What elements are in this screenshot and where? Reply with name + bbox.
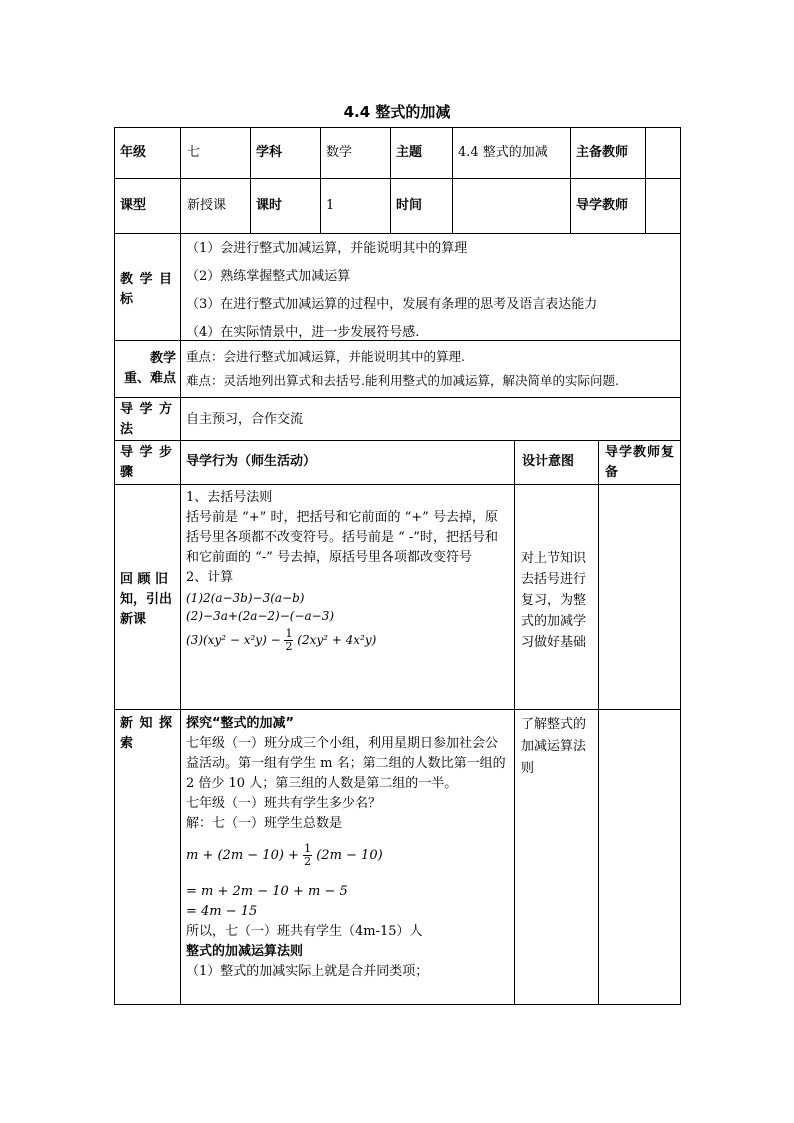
explore-content	[186, 714, 510, 982]
subject-value: 数学	[326, 145, 353, 160]
equation-3: = 4m − 15	[186, 904, 258, 919]
review-content	[186, 488, 510, 654]
fraction	[284, 628, 293, 653]
expr3-part-b: (2xy² + 4x²y)	[297, 633, 377, 647]
key-point: 重点：会进行整式加减运算，并能说明其中的算理.	[186, 349, 465, 364]
review-label: 回 顾 旧 知，引出 新课	[120, 572, 173, 627]
equation-1	[186, 836, 510, 876]
review-heading: 1、去括号法则	[186, 490, 273, 505]
fraction-denominator: 2	[304, 855, 312, 868]
grade-value: 七	[187, 145, 201, 160]
conclusion: 所以，七（一）班共有学生（4m-15）人	[186, 924, 423, 939]
difficult-point: 难点：灵活地列出算式和去括号.能利用整式的加减运算，解决简单的实际问题.	[186, 373, 619, 388]
objective-item: （3）在进行整式加减运算的过程中，发展有条理的思考及语言表达能力	[186, 297, 598, 312]
prep-header: 导学教师复备	[605, 445, 676, 480]
subject-label: 学科	[256, 145, 283, 160]
solution-intro: 解：七（一）班学生总数是	[186, 816, 343, 831]
rule-1: （1）整式的加减实际上就是合并同类项；	[186, 964, 429, 979]
rule-heading: 整式的加减运算法则	[186, 944, 304, 959]
equation-1-part-b: (2m − 10)	[316, 848, 383, 863]
explore-intent: 了解整式的加减运算法则	[521, 717, 587, 776]
time-label: 时间	[396, 198, 423, 213]
lesson-type-value: 新授课	[187, 198, 227, 213]
fraction-numerator: 1	[304, 842, 312, 855]
explore-question: 七年级（一）班共有学生多少名？	[186, 796, 382, 811]
objective-item: （4）在实际情景中，进一步发展符号感.	[186, 325, 420, 340]
topic-label: 主题	[396, 145, 423, 160]
calc-expression-2: (2)−3a+(2a−2)−(−a−3)	[186, 609, 335, 623]
objective-item: （1）会进行整式加减运算，并能说明其中的算理	[186, 241, 468, 256]
fraction-numerator: 1	[285, 627, 293, 640]
hours-value: 1	[326, 198, 335, 213]
calc-expression-1: (1)2(a−3b)−3(a−b)	[186, 591, 305, 605]
method-value: 自主预习，合作交流	[186, 412, 304, 427]
fraction	[303, 843, 312, 868]
activity-header: 导学行为（师生活动）	[186, 454, 317, 469]
explore-problem: 七年级（一）班分成三个小组，利用星期日参加社会公益活动。第一组有学生 m 名；第二组的人数比第一组的 2 倍少 10 人；第三组的人数是第二组的一半。	[186, 736, 506, 791]
equation-2: = m + 2m − 10 + m − 5	[186, 884, 348, 899]
objective-item: （2）熟练掌握整式加减运算	[186, 269, 351, 284]
grade-label: 年级	[120, 145, 147, 160]
hours-label: 课时	[256, 198, 283, 213]
method-label: 导 学 方 法	[120, 402, 174, 437]
key-points-content	[186, 345, 676, 393]
explore-heading: 探究“整式的加减”	[186, 716, 295, 731]
topic-value: 4.4 整式的加减	[458, 145, 548, 160]
intent-header: 设计意图	[522, 454, 575, 469]
calc-expression-3	[186, 626, 510, 654]
calc-heading: 2、计算	[186, 570, 234, 585]
fraction-denominator: 2	[285, 640, 293, 653]
equation-1-part-a: m + (2m − 10) +	[186, 848, 299, 863]
objectives-label: 教 学 目 标	[120, 272, 174, 307]
key-points-label: 教学 重、难点	[123, 351, 176, 386]
review-intent: 对上节知识去括号进行复习，为整式的加减学习做好基础	[521, 551, 587, 650]
page-title: 4.4 整式的加减	[343, 103, 451, 121]
objectives-list	[186, 235, 676, 347]
lesson-type-label: 课型	[120, 198, 147, 213]
expr3-part-a: (3)(xy² − x²y) −	[186, 633, 281, 647]
review-rule: 括号前是 “+” 时，把括号和它前面的 “+” 号去掉，原括号里各项都不改变符号。括号前是 “ -”时，把括号和和它前面的 “-” 号去掉，原括号里各项都改变符号	[186, 510, 498, 565]
explore-label: 新 知 探 索	[120, 716, 174, 751]
lead-teacher-label: 主备教师	[576, 145, 629, 160]
steps-label: 导 学 步 骤	[120, 445, 174, 480]
guide-teacher-label: 导学教师	[576, 198, 629, 213]
